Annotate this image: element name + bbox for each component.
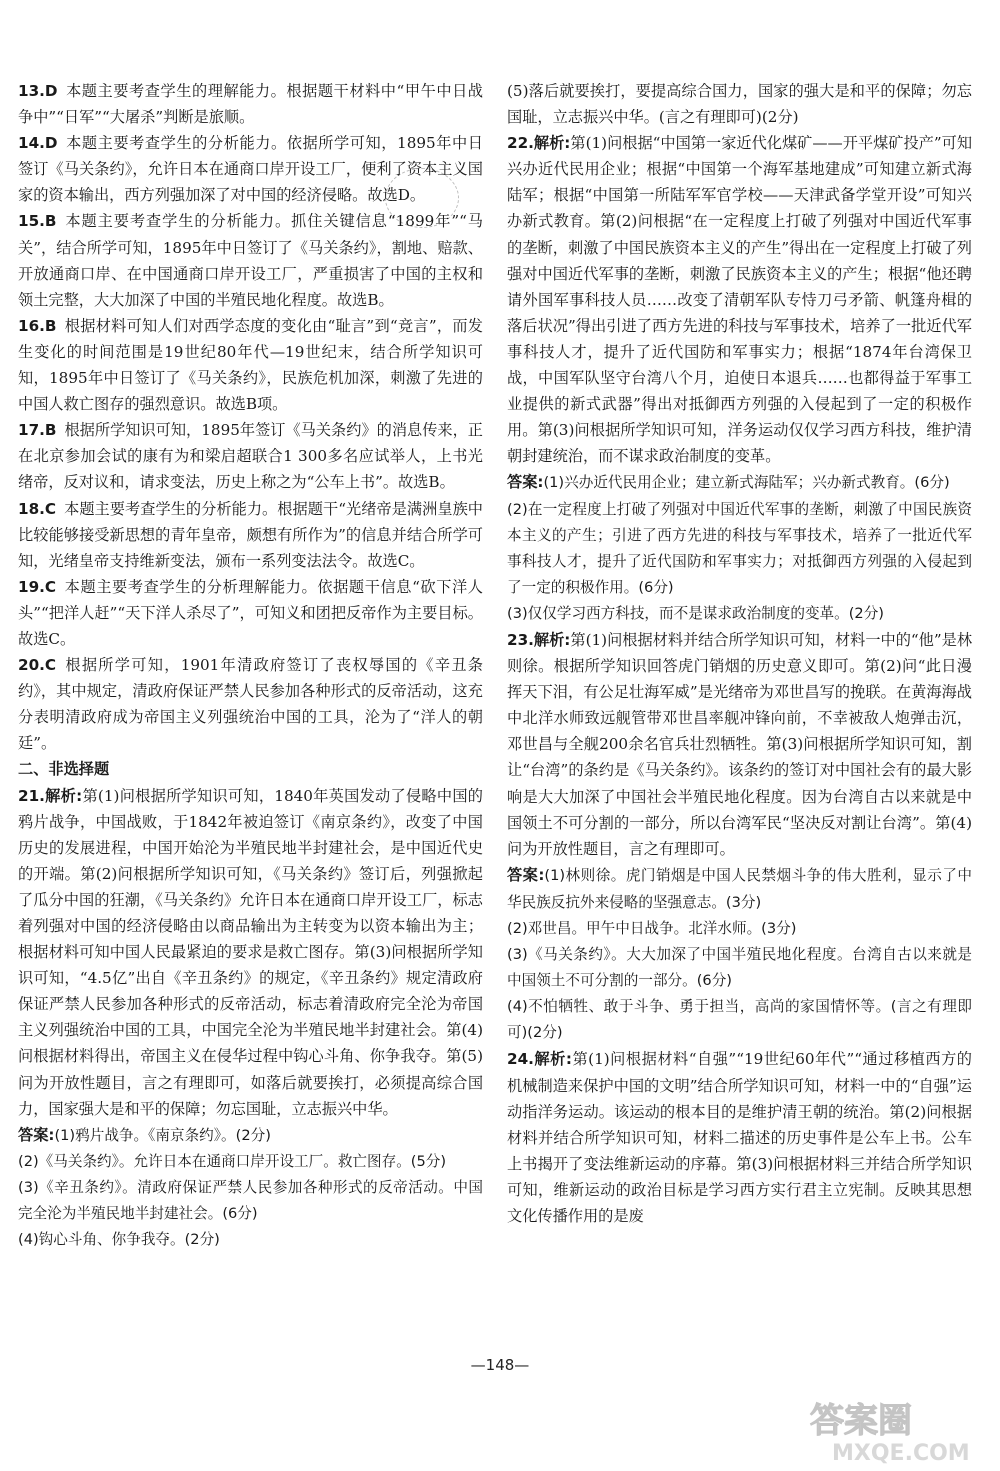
question-22-analysis: 22.解析:第(1)问根据“中国第一家近代化煤矿——开平煤矿投产”可知兴办近代民用企业；根据“中国第一个海军基地建成”可知建立新式海陆军；根据“中国第一所陆军军官学校——天津武备学堂开设”可知兴办新式教育。第(2)问根据“在一定程度上打破了列强对中国近代军事的垄断，刺激了中国民族资本主义的产生”得出在一定程度上打破了列强对中国近代军事的垄断，刺激了民族资本主义的产生；根据“他还聘请外国军事科技人员……改变了清朝军队专恃刀弓矛箭、帆篷舟楫的落后状况”得出引进了西方先进的科技与军事技术，培养了一批近代军事科技人才，提升了近代国防和军事实力；根据“1874年台湾保卫战，中国军队坚守台湾八个月，迫使日本退兵……也都得益于军事工业提供的新式武器”得出对抵御西方列强的入侵起到了一定的积极作用。第(3)问根据所学知识可知，洋务运动仅仅学习西方科技，维护清朝封建统治，而不谋求政治制度的变革。: [507, 134, 973, 466]
answer-14: 14.D 本题主要考查学生的分析能力。依据所学可知，1895年中日签订《马关条约》，允许日本在通商口岸开设工厂，便利了资本主义国家的资本输出，西方列强加深了对中国的经济侵略。故选D。: [18, 134, 483, 205]
question-23-answer-4: (4)不怕牺牲、敢于斗争、勇于担当，高尚的家国情怀等。(言之有理即可)(2分): [507, 998, 972, 1042]
answer-20: 20.C 根据所学可知，1901年清政府签订了丧权辱国的《辛丑条约》，其中规定，清政府保证严禁人民参加各种形式的反帝活动，这充分表明清政府成为帝国主义列强统治中国的工具，沦为了“洋人的朝廷”。: [18, 656, 483, 753]
question-21-answer-5: (5)落后就要挨打，要提高综合国力，国家的强大是和平的保障；勿忘国耻，立志振兴中华。(言之有理即可)(2分): [507, 82, 972, 127]
question-23-answer: 答案:(1)林则徐。虎门销烟是中国人民禁烟斗争的伟大胜利，显示了中华民族反抗外来侵略的坚强意志。(3分): [507, 865, 972, 911]
question-24-analysis: 24.解析:第(1)问根据材料“自强”“19世纪60年代”“通过移植西方的机械制造来保护中国的文明”结合所学知识可知，材料一中的“自强”运动指洋务运动。该运动的根本目的是维护清王朝的统治。第(2)问根据材料并结合所学知识可知，材料二描述的历史事件是公车上书。公车上书揭开了变法维新运动的序幕。第(3)问根据材料三并结合所学知识可知，维新运动的政治目标是学习西方实行君主立宪制。反映其思想文化传播作用的是废: [507, 1050, 972, 1226]
answer-16: 16.B 根据材料可知人们对西学态度的变化由“耻言”到“竞言”，而发生变化的时间范围是19世纪80年代—19世纪末，结合所学知识可知，1895年中日签订了《马关条约》，民族危机加深，刺激了先进的中国人救亡图存的强烈意识。故选B项。: [18, 316, 483, 414]
watermark-logo: [802, 1392, 992, 1466]
page-number: —148—: [470, 1356, 530, 1374]
question-22-answer: 答案:(1)兴办近代民用企业；建立新式海陆军；兴办新式教育。(6分): [507, 473, 950, 492]
answer-17: 17.B 根据所学知识可知，1895年签订《马关条约》的消息传来，正在北京参加会试的康有为和梁启超联合1 300多名应试举人，上书光绪帝，反对议和，请求变法，历史上称之为“公车上书”。故选B。: [18, 421, 483, 492]
answer-19: 19.C 本题主要考查学生的分析理解能力。依据题干信息“砍下洋人头”“把洋人赶”“天下洋人杀尽了”，可知义和团把反帝作为主要目标。故选C。: [18, 577, 483, 648]
right-column: [507, 78, 972, 1229]
svg-text:答案圈: 答案圈: [810, 1401, 912, 1441]
question-23-answer-2: (2)邓世昌。甲午中日战争。北洋水师。(3分): [507, 920, 797, 937]
question-21-answer: 答案:(1)鸦片战争。《南京条约》。(2分): [18, 1125, 271, 1144]
left-column: [18, 78, 483, 1253]
question-22-answer-3: (3)仅仅学习西方科技，而不是谋求政治制度的变革。(2分): [507, 604, 885, 622]
answer-13: 13.D 本题主要考查学生的理解能力。根据题干材料中“甲午中日战争中”“日军”“大屠杀”判断是旅顺。: [18, 82, 483, 127]
question-22-answer-2: (2)在一定程度上打破了列强对中国近代军事的垄断，刺激了中国民族资本主义的产生；引进了西方先进的科技与军事技术，培养了一批近代军事科技人才，提升了近代国防和军事实力；对抵御西方列强的入侵起到了一定的积极作用。(6分): [507, 500, 972, 596]
question-23-analysis: 23.解析:第(1)问根据材料并结合所学知识可知，材料一中的“他”是林则徐。根据所学知识回答虎门销烟的历史意义即可。第(2)问“此日漫挥天下泪，有公足壮海军威”是光绪帝为邓世昌写的挽联。在黄海海战中北洋水师致远舰管带邓世昌率舰冲锋向前，不幸被敌人炮弹击沉，邓世昌与全舰200余名官兵壮烈牺牲。第(3)问根据所学知识可知，割让“台湾”的条约是《马关条约》。该条约的签订对中国社会有的最大影响是大大加深了中国社会半殖民地化程度。因为台湾自古以来就是中国领土不可分割的一部分，所以台湾军民“坚决反对割让台湾”。第(4)问为开放性题目，言之有理即可。: [507, 630, 973, 858]
question-21-answer-2: (2)《马关条约》。允许日本在通商口岸开设工厂。救亡图存。(5分): [18, 1152, 447, 1170]
question-21-answer-4: (4)钩心斗角、你争我夺。(2分): [18, 1231, 220, 1249]
svg-text:MXQE.COM: MXQE.COM: [832, 1441, 970, 1466]
question-21-analysis: 21.解析:第(1)问根据所学知识可知，1840年英国发动了侵略中国的鸦片战争，中国战败，于1842年被迫签订《南京条约》，改变了中国历史的发展进程，中国开始沦为半殖民地半封建社会，是中国近代史的开端。第(2)问根据所学知识可知，《马关条约》签订后，列强掀起了瓜分中国的狂潮，《马关条约》允许日本在通商口岸开设工厂，标志着列强对中国的经济侵略由以商品输出为主转变为以资本输出为主；根据材料可知中国人民最紧迫的要求是救亡图存。第(3)问根据所学知识可知，“4.5亿”出自《辛丑条约》的规定，《辛丑条约》规定清政府保证严禁人民参加各种形式的反帝活动，标志着清政府完全沦为帝国主义列强统治中国的工具，中国完全沦为半殖民地半封建社会。第(4)问根据材料得出，帝国主义在侵华过程中钩心斗角、你争我夺。第(5)问为开放性题目，言之有理即可，如落后就要挨打，必须提高综合国力，国家强大是和平的保障；勿忘国耻，立志振兴中华。: [18, 786, 483, 1118]
section-title: 二、非选择题: [18, 760, 110, 779]
question-23-answer-3: (3)《马关条约》。大大加深了中国半殖民地化程度。台湾自古以来就是中国领土不可分割的一部分。(6分): [507, 946, 972, 990]
question-21-answer-3: (3)《辛丑条约》。清政府保证严禁人民参加各种形式的反帝活动。中国完全沦为半殖民地半封建社会。(6分): [18, 1178, 483, 1223]
answer-18: 18.C 本题主要考查学生的分析能力。根据题干“光绪帝是满洲皇族中比较能够接受新思想的青年皇帝，颇想有所作为”的信息并结合所学可知，光绪皇帝支持维新变法，颁布一系列变法法令。故选C。: [18, 499, 483, 570]
answer-15: 15.B 本题主要考查学生的分析能力。抓住关键信息“1899年”“马关”，结合所学可知，1895年中日签订了《马关条约》，割地、赔款、开放通商口岸、在中国通商口岸开设工厂，严重损害了中国的主权和领土完整，大大加深了中国的半殖民地化程度。故选B。: [18, 212, 483, 309]
